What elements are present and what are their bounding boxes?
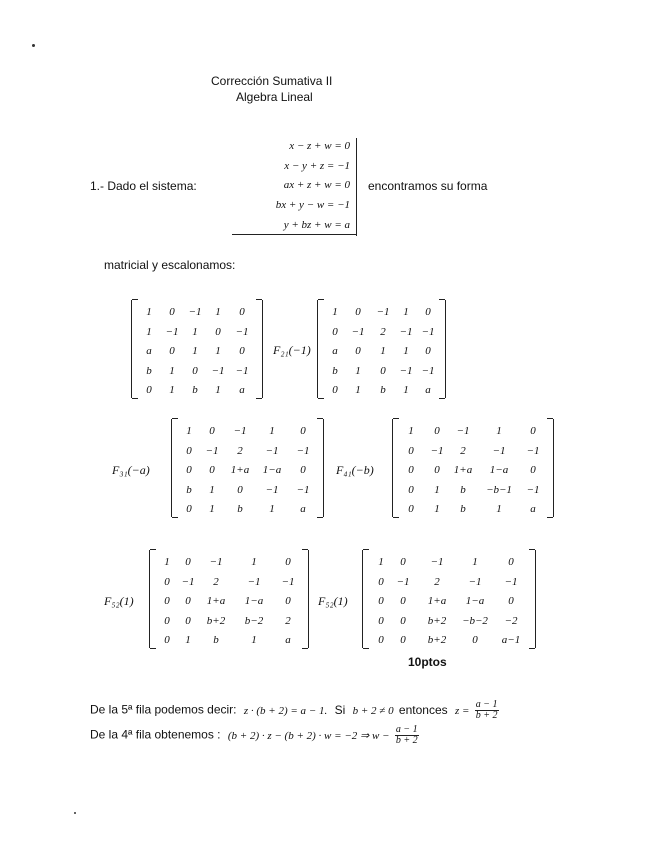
matrix-4-cell: 1 xyxy=(434,503,440,515)
matrix-3-cell: 1 xyxy=(186,425,192,437)
scan-speck xyxy=(32,44,35,47)
matrix-6-cell: b+2 xyxy=(427,634,447,646)
matrix-3-cell: a xyxy=(300,503,306,515)
matrix-2-cell: 0 xyxy=(332,326,338,338)
matrix-1-cell: 1 xyxy=(146,306,152,318)
matrix-1-cell: 0 xyxy=(192,365,198,377)
conclusion-2-text: De la 4ª fila obtenemos : xyxy=(90,727,221,742)
equation-5: y + bz + w = a xyxy=(283,219,350,231)
matrix-6-cell: 1 xyxy=(472,556,478,568)
matrix-2-cell: 1 xyxy=(403,345,409,357)
bracket-corner xyxy=(172,418,178,419)
matrix-1-cell: 0 xyxy=(169,306,175,318)
matrix-4 xyxy=(392,419,554,517)
matrix-1-cell: a xyxy=(146,345,152,357)
matrix-2-cell: 0 xyxy=(425,306,431,318)
matrix-6-cell: −b−2 xyxy=(462,615,488,627)
matrix-2-cell: −1 xyxy=(351,326,365,338)
matrix-6-cell: −2 xyxy=(504,615,518,627)
matrix-5-cell: 0 xyxy=(164,576,170,588)
matrix-3-cell: −1 xyxy=(296,484,310,496)
bracket-corner xyxy=(150,648,156,649)
bracket-corner xyxy=(363,648,369,649)
matrix-5-cell: 1 xyxy=(251,556,257,568)
matrix-5-cell: 0 xyxy=(185,556,191,568)
bracket-corner xyxy=(317,517,323,518)
matrix-6-cell: 0 xyxy=(400,634,406,646)
matrix-5-cell: 1 xyxy=(185,634,191,646)
conclusion-1-equation: z · (b + 2) = a − 1. xyxy=(243,704,328,717)
matrix-6-cell: 0 xyxy=(400,615,406,627)
system-underline xyxy=(232,234,356,235)
matrix-2-cell: 1 xyxy=(332,306,338,318)
bracket-corner xyxy=(172,517,178,518)
matrix-2 xyxy=(317,300,446,398)
op-label-6: F₅₂(1) xyxy=(318,594,348,608)
matrix-2-cell: a xyxy=(425,384,431,396)
matrix-4-cell: 0 xyxy=(434,425,440,437)
matrix-1-cell: 1 xyxy=(192,326,198,338)
matrix-6-cell: 0 xyxy=(400,556,406,568)
matrix-1-cell: 1 xyxy=(215,306,221,318)
matrix-3-cell: 0 xyxy=(186,445,192,457)
matrix-2-cell: 1 xyxy=(403,384,409,396)
matrix-1-cell: 1 xyxy=(215,345,221,357)
matrix-6-cell: 2 xyxy=(434,576,440,588)
matrix-6-cell: 0 xyxy=(378,595,384,607)
equation-1: x − z + w = 0 xyxy=(289,140,350,152)
bracket-corner xyxy=(132,299,138,300)
matrix-3-cell: −1 xyxy=(265,445,279,457)
bracket-corner xyxy=(363,549,369,550)
matrix-2-cell: 1 xyxy=(380,345,386,357)
matrix-6-cell: −1 xyxy=(468,576,482,588)
matrix-4-cell: 1 xyxy=(496,503,502,515)
matrix-2-cell: 1 xyxy=(355,365,361,377)
matrix-6-cell: 0 xyxy=(378,634,384,646)
fraction-1-denominator: b + 2 xyxy=(475,710,498,721)
conclusion-1-text: De la 5ª fila podemos decir: xyxy=(90,702,237,717)
matrix-6-cell: −1 xyxy=(504,576,518,588)
matrix-4-cell: 1 xyxy=(434,484,440,496)
op-label-5: F₅₂(1) xyxy=(104,594,134,608)
matrix-5-cell: 0 xyxy=(164,595,170,607)
bracket-corner xyxy=(256,299,262,300)
matrix-5-cell: 0 xyxy=(164,634,170,646)
conclusion-line-2 xyxy=(90,725,421,746)
matrix-6-cell: 0 xyxy=(400,595,406,607)
equation-2: x − y + z = −1 xyxy=(284,160,350,172)
matrix-5-cell: a xyxy=(285,634,291,646)
matrix-5-cell: 2 xyxy=(213,576,219,588)
matrix-5-cell: 0 xyxy=(285,556,291,568)
bracket-corner xyxy=(547,517,553,518)
matrix-2-cell: b xyxy=(332,365,338,377)
matrix-1-cell: 0 xyxy=(215,326,221,338)
matrix-5-cell: b xyxy=(213,634,219,646)
equation-4: bx + y − w = −1 xyxy=(275,199,350,211)
matrix-2-cell: 1 xyxy=(355,384,361,396)
matrix-2-cell: b xyxy=(380,384,386,396)
matrix-3-cell: 0 xyxy=(237,484,243,496)
conclusion-1-lhs: z = xyxy=(454,704,470,717)
matrix-2-cell: 0 xyxy=(355,345,361,357)
bracket-corner xyxy=(529,648,535,649)
matrix-3-cell: 0 xyxy=(209,425,215,437)
matrix-1 xyxy=(131,300,263,398)
fraction-1-numerator: a − 1 xyxy=(475,699,498,710)
matrix-5-cell: 1−a xyxy=(244,595,264,607)
matrix-6-cell: 1−a xyxy=(465,595,485,607)
matrix-4-cell: 0 xyxy=(408,503,414,515)
scan-speck-2 xyxy=(74,812,76,814)
bracket-corner xyxy=(318,398,324,399)
matrix-1-cell: 0 xyxy=(146,384,152,396)
matrix-1-cell: 0 xyxy=(169,345,175,357)
matrix-4-cell: 0 xyxy=(408,464,414,476)
conclusion-2-equation: (b + 2) · z − (b + 2) · w = −2 ⇒ w − xyxy=(227,729,390,742)
matrix-5 xyxy=(149,550,309,648)
matrix-3-cell: 1−a xyxy=(262,464,282,476)
matrix-1-cell: b xyxy=(192,384,198,396)
matrix-4-cell: 0 xyxy=(434,464,440,476)
matrix-6-cell: 1 xyxy=(378,556,384,568)
conclusion-2-fraction xyxy=(395,725,419,746)
matrix-2-cell: −1 xyxy=(376,306,390,318)
matrix-3-cell: b xyxy=(186,484,192,496)
matrix-6 xyxy=(362,550,536,648)
matrix-6-cell: 0 xyxy=(378,576,384,588)
matrix-3-cell: b xyxy=(237,503,243,515)
matrix-4-cell: 1 xyxy=(496,425,502,437)
matrix-1-cell: 1 xyxy=(192,345,198,357)
matrix-3-cell: 0 xyxy=(300,425,306,437)
bracket-corner xyxy=(393,517,399,518)
matrix-5-cell: 0 xyxy=(185,615,191,627)
matrix-4-cell: b xyxy=(460,484,466,496)
matrix-3-cell: −1 xyxy=(265,484,279,496)
matrix-2-cell: 2 xyxy=(380,326,386,338)
matrix-3-cell: 0 xyxy=(186,464,192,476)
matrix-3-cell: 1 xyxy=(209,484,215,496)
matrix-5-cell: −1 xyxy=(247,576,261,588)
document-subtitle: Algebra Lineal xyxy=(236,90,313,104)
conclusion-line-1 xyxy=(90,700,501,721)
matrix-5-cell: 1+a xyxy=(206,595,226,607)
matrix-1-cell: −1 xyxy=(211,365,225,377)
matrix-1-cell: −1 xyxy=(235,326,249,338)
matrix-4-cell: −1 xyxy=(430,445,444,457)
bracket-corner xyxy=(317,418,323,419)
matrix-3-cell: −1 xyxy=(233,425,247,437)
conclusion-1-fraction xyxy=(475,700,499,721)
op-label-3: F₃₁(−a) xyxy=(112,463,150,477)
matrix-1-cell: 0 xyxy=(239,306,245,318)
op-label-4: F₄₁(−b) xyxy=(336,463,374,477)
conclusion-1-then: entonces xyxy=(398,702,448,717)
matrix-3-cell: −1 xyxy=(205,445,219,457)
matrix-6-cell: 0 xyxy=(472,634,478,646)
matrix-6-cell: 0 xyxy=(378,615,384,627)
matrix-3-cell: 1 xyxy=(269,503,275,515)
matrix-1-cell: −1 xyxy=(165,326,179,338)
matrix-4-cell: 0 xyxy=(530,464,536,476)
bracket-corner xyxy=(529,549,535,550)
matrix-4-cell: 0 xyxy=(530,425,536,437)
matrix-6-cell: a−1 xyxy=(501,634,521,646)
matrix-3-cell: 1 xyxy=(209,503,215,515)
matrix-6-cell: 0 xyxy=(508,556,514,568)
matrix-2-cell: −1 xyxy=(421,365,435,377)
fraction-2-denominator: b + 2 xyxy=(395,735,418,746)
matrix-4-cell: 0 xyxy=(408,484,414,496)
matrix-1-cell: 1 xyxy=(169,365,175,377)
matrix-2-cell: −1 xyxy=(421,326,435,338)
matrix-3-cell: −1 xyxy=(296,445,310,457)
matrix-2-cell: 1 xyxy=(403,306,409,318)
matrix-4-cell: a xyxy=(530,503,536,515)
matrix-5-cell: 0 xyxy=(185,595,191,607)
op-label-2: F₂₁(−1) xyxy=(273,343,311,357)
bracket-corner xyxy=(302,648,308,649)
matrix-6-cell: 0 xyxy=(508,595,514,607)
matrix-1-cell: 1 xyxy=(215,384,221,396)
matrix-5-cell: 0 xyxy=(164,615,170,627)
matrix-3-cell: 0 xyxy=(186,503,192,515)
matrix-4-cell: −1 xyxy=(492,445,506,457)
matrix-4-cell: 1+a xyxy=(453,464,473,476)
problem-label: 1.- Dado el sistema: xyxy=(90,179,197,193)
score-label: 10ptos xyxy=(408,655,447,669)
matrix-6-cell: 1+a xyxy=(427,595,447,607)
matrix-2-cell: 0 xyxy=(355,306,361,318)
matrix-3-cell: 1 xyxy=(269,425,275,437)
matrix-1-cell: 1 xyxy=(169,384,175,396)
matrix-2-cell: 0 xyxy=(425,345,431,357)
matrix-5-cell: 0 xyxy=(285,595,291,607)
matrix-5-cell: −1 xyxy=(281,576,295,588)
bracket-corner xyxy=(132,398,138,399)
bracket-corner xyxy=(393,418,399,419)
bracket-corner xyxy=(318,299,324,300)
equation-3: ax + z + w = 0 xyxy=(283,179,350,191)
matrix-6-cell: −1 xyxy=(430,556,444,568)
matrix-5-cell: 1 xyxy=(164,556,170,568)
matrix-4-cell: 1−a xyxy=(489,464,509,476)
matrix-1-cell: −1 xyxy=(235,365,249,377)
matrix-4-cell: b xyxy=(460,503,466,515)
matrix-5-cell: −1 xyxy=(181,576,195,588)
matrix-5-cell: b+2 xyxy=(206,615,226,627)
matrix-3-cell: 0 xyxy=(209,464,215,476)
matrix-2-cell: −1 xyxy=(399,365,413,377)
bracket-corner xyxy=(439,299,445,300)
matrix-1-cell: −1 xyxy=(188,306,202,318)
matrix-1-cell: 1 xyxy=(146,326,152,338)
bracket-corner xyxy=(547,418,553,419)
matrix-4-cell: −1 xyxy=(526,484,540,496)
matrix-5-cell: 1 xyxy=(251,634,257,646)
bracket-corner xyxy=(302,549,308,550)
matrix-5-cell: b−2 xyxy=(244,615,264,627)
matrix-3 xyxy=(171,419,324,517)
document-title: Corrección Sumativa II xyxy=(211,74,333,88)
matrix-4-cell: −b−1 xyxy=(486,484,512,496)
bracket-corner xyxy=(256,398,262,399)
conclusion-1-si: Si xyxy=(334,702,346,717)
matrix-2-cell: 0 xyxy=(332,384,338,396)
matrix-4-cell: −1 xyxy=(456,425,470,437)
equation-system xyxy=(232,138,357,236)
matrix-3-cell: 0 xyxy=(300,464,306,476)
matrix-6-cell: b+2 xyxy=(427,615,447,627)
matrix-5-cell: 2 xyxy=(285,615,291,627)
matrix-2-cell: −1 xyxy=(399,326,413,338)
problem-after-system: encontramos su forma xyxy=(368,179,488,193)
fraction-2-numerator: a − 1 xyxy=(395,724,418,735)
matrix-3-cell: 1+a xyxy=(230,464,250,476)
matrix-1-cell: a xyxy=(239,384,245,396)
conclusion-1-condition: b + 2 ≠ 0 xyxy=(352,704,394,717)
matrix-4-cell: 2 xyxy=(460,445,466,457)
matrix-5-cell: −1 xyxy=(209,556,223,568)
matrix-4-cell: −1 xyxy=(526,445,540,457)
matrix-2-cell: a xyxy=(332,345,338,357)
bracket-corner xyxy=(150,549,156,550)
problem-continuation: matricial y escalonamos: xyxy=(104,258,236,272)
matrix-2-cell: 0 xyxy=(380,365,386,377)
matrix-1-cell: 0 xyxy=(239,345,245,357)
matrix-3-cell: 2 xyxy=(237,445,243,457)
matrix-4-cell: 1 xyxy=(408,425,414,437)
matrix-4-cell: 0 xyxy=(408,445,414,457)
matrix-1-cell: b xyxy=(146,365,152,377)
bracket-corner xyxy=(439,398,445,399)
matrix-6-cell: −1 xyxy=(396,576,410,588)
